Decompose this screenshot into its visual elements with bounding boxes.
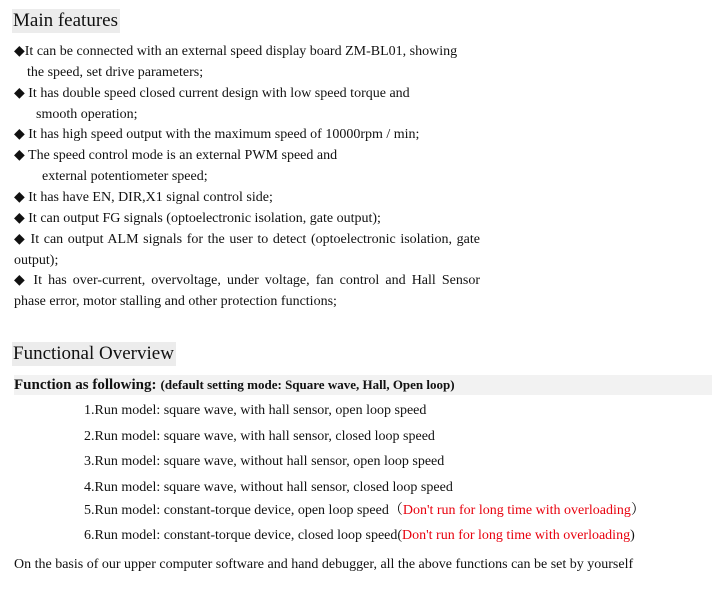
feature-line: the speed, set drive parameters; [27,65,204,80]
run-model-suffix: ) [630,528,635,543]
feature-line: phase error, motor stalling and other protection functions; [14,294,337,309]
run-model-item: 4.Run model: square wave, without hall sensor, closed loop speed [84,480,453,495]
function-label: Function as following: [14,377,157,393]
run-model-text: 5.Run model: constant-torque device, open loop speed（ [84,503,403,518]
feature-line: ◆ It can output FG signals (optoelectronic isolation, gate output); [14,211,381,226]
run-model-item: 3.Run model: square wave, without hall sensor, open loop speed [84,454,445,469]
feature-line: ◆ It has high speed output with the maximum speed of 10000rpm / min; [14,127,420,142]
run-model-suffix: ） [630,503,645,518]
feature-line: ◆ It has have EN, DIR,X1 signal control side; [14,190,273,205]
feature-line: ◆ It has double speed closed current design with low speed torque and [14,86,410,101]
feature-line: output); [14,253,59,268]
functional-overview-heading: Functional Overview [13,343,174,364]
function-note: (default setting mode: Square wave, Hall, Open loop) [160,377,455,392]
function-as-following [14,376,455,394]
feature-line: ◆ It has over-current, overvoltage, under voltage, fan control and Hall Sensor [14,273,480,288]
main-features-heading: Main features [13,10,118,31]
feature-line: smooth operation; [36,107,138,122]
overload-warning: Don't run for long time with overloading [402,528,631,543]
run-model-item [84,502,645,520]
feature-line: external potentiometer speed; [42,169,208,184]
run-model-text: 6.Run model: constant-torque device, closed loop speed( [84,528,403,543]
run-model-item: 2.Run model: square wave, with hall sensor, closed loop speed [84,429,435,444]
feature-line: ◆It can be connected with an external speed display board ZM-BL01, showing [14,44,458,59]
run-model-item [84,527,635,545]
run-model-item: 1.Run model: square wave, with hall sensor, open loop speed [84,403,427,418]
overload-warning: Don't run for long time with overloading [402,503,631,518]
footer-note: On the basis of our upper computer software and hand debugger, all the above functions can be set by yourself [14,557,634,572]
feature-line: ◆ The speed control mode is an external PWM speed and [14,148,338,163]
feature-line: ◆ It can output ALM signals for the user to detect (optoelectronic isolation, gate [14,232,480,247]
